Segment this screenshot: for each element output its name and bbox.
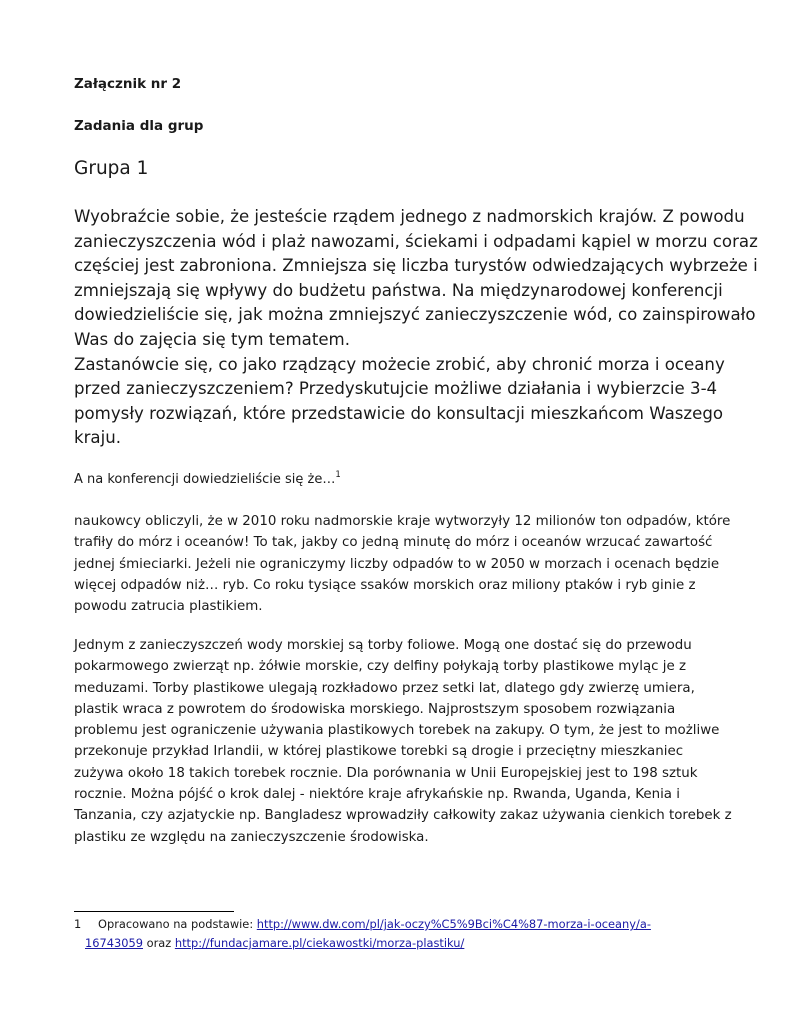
footnote-line [74, 915, 714, 934]
footnote-joiner: oraz [146, 936, 172, 950]
source-link-dw-continued[interactable]: 16743059 [85, 936, 143, 950]
footnote-reference[interactable]: 1 [335, 470, 341, 480]
footnote-line [74, 934, 714, 953]
footnote [74, 915, 714, 953]
intro-paragraph: Wyobraźcie sobie, że jesteście rządem jednego z nadmorskich krajów. Z powodu zanieczyszczenia wód i plaż nawozami, ściekami i odpadami kąpiel w morzu coraz częściej jest zabroniona. Zmniejsza się liczba turystów odwiedzających wybrzeże i zmniejszają się wpływy do budżetu państwa. Na międzynarodowej konferencji dowiedzieliście się, jak można zmniejszyć zanieczyszczenie wód, co zainspirowało Was do zajęcia się tym tematem. [74, 207, 758, 349]
intro-paragraph: Zastanówcie się, co jako rządzący możecie zrobić, aby chronić morza i oceany przed zanieczyszczeniem? Przedyskutujcie możliwe działania i wybierzcie 3-4 pomysły rozwiązań, które przedstawicie do konsultacji mieszkańcom Waszego kraju. [74, 354, 725, 448]
annex-label: Załącznik nr 2 [74, 76, 182, 92]
source-link-fundacjamare[interactable]: http://fundacjamare.pl/ciekawostki/morza-plastiku/ [174, 936, 465, 950]
conference-lead-text: A na konferencji dowiedzieliście się że… [74, 472, 336, 487]
conference-lead [74, 470, 341, 487]
footnote-prefix: Opracowano na podstawie: [98, 917, 254, 931]
body-paragraph: Jednym z zanieczyszczeń wody morskiej są torby foliowe. Mogą one dostać się do przewodu pokarmowego zwierząt np. żółwie morskie, czy delfiny połykają torby plastikowe myląc je z meduzami. Torby plastikowe ulegają rozkładowo przez setki lat, dlatego gdy zwierzę umiera, plastik wraca z powrotem do środowiska morskiego. Najprostszym sposobem rozwiązania problemu jest ograniczenie używania plastikowych torebek na zakupy. O tym, że jest to możliwe przekonuje przykład Irlandii, w której plastikowe torebki są drogie i przeciętny mieszkaniec zużywa około 18 takich torebek rocznie. Dla porównania w Unii Europejskiej jest to 198 sztuk rocznie. Można pójść o krok dalej - niektóre kraje afrykańskie np. Rwanda, Uganda, Kenia i Tanzania, czy azjatyckie np. Bangladesz wprowadziły całkowity zakaz używania cienkich torebek z plastiku ze względu na zanieczyszczenie środowiska. [74, 638, 732, 845]
body-paragraph: naukowcy obliczyli, że w 2010 roku nadmorskie kraje wytworzyły 12 milionów ton odpadów, które trafiły do mórz i oceanów! To tak, jakby co jedną minutę do mórz i oceanów wrzucać zawartość jednej śmieciarki. Jeżeli nie ograniczymy liczby odpadów to w 2050 w morzach i ocenach będzie więcej odpadów niż… ryb. Co roku tysiące ssaków morskich oraz miliony ptaków i ryb ginie z powodu zatrucia plastikiem. [74, 514, 731, 615]
tasks-heading: Zadania dla grup [74, 118, 204, 134]
intro-text [74, 205, 764, 451]
footnote-separator [74, 911, 234, 912]
source-link-dw[interactable]: http://www.dw.com/pl/jak-oczy%C5%9Bci%C4%87-morza-i-oceany/a- [256, 917, 651, 931]
footnote-number: 1 [74, 917, 82, 931]
group-title: Grupa 1 [74, 158, 149, 179]
